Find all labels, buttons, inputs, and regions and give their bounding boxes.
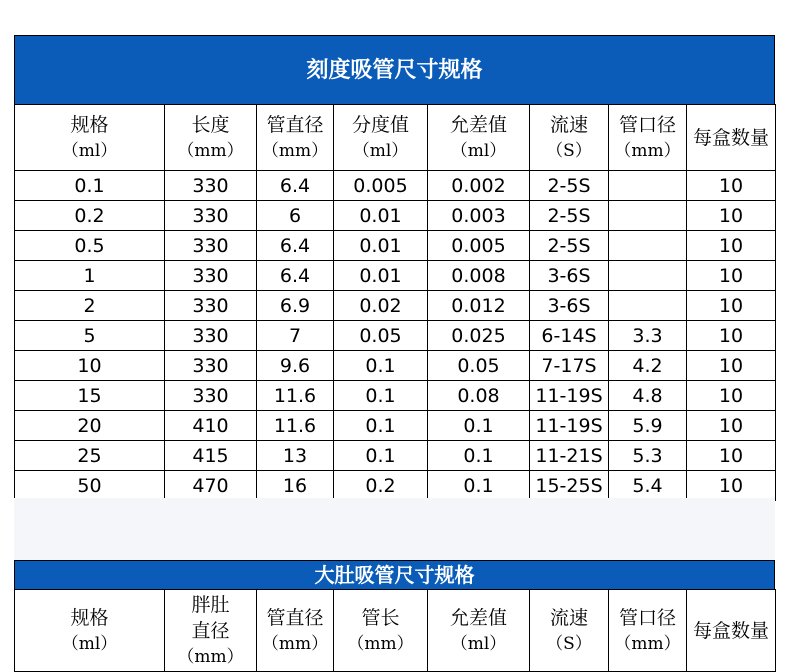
table-cell: 6.4 [257,171,334,201]
header-row [15,105,776,171]
table-cell: 0.012 [428,291,530,321]
table-cell: 50 [15,471,165,501]
header-cell: 管口径 （mm） [609,105,687,171]
table-cell: 0.008 [428,261,530,291]
table-cell: 330 [165,381,257,411]
table-cell: 0.5 [15,231,165,261]
table-row [15,261,776,291]
table-cell: 10 [687,291,776,321]
table-cell: 0.025 [428,321,530,351]
header-cell: 允差值 （ml） [428,105,530,171]
header-cell: 胖肚 直径 （mm） [165,590,257,672]
header-cell: 规格 （ml） [15,105,165,171]
table-cell: 330 [165,351,257,381]
table-cell: 0.003 [428,201,530,231]
table-cell: 470 [165,471,257,501]
table-cell: 330 [165,321,257,351]
table-cell: 0.2 [334,471,428,501]
table-cell: 0.1 [428,471,530,501]
table-row [15,291,776,321]
table-cell: 6.9 [257,291,334,321]
table-cell: 10 [687,231,776,261]
table-cell: 3.3 [609,321,687,351]
table-cell [609,201,687,231]
header-cell: 长度 （mm） [165,105,257,171]
table-cell: 2-5S [530,231,609,261]
header-cell: 流速 （S） [530,590,609,672]
table-cell: 0.01 [334,201,428,231]
table-cell: 0.08 [428,381,530,411]
table-cell: 0.1 [428,441,530,471]
table-cell: 6-14S [530,321,609,351]
header-row [15,590,776,672]
table-cell: 1 [15,261,165,291]
table-cell: 0.005 [428,231,530,261]
table-cell: 15-25S [530,471,609,501]
table-cell: 10 [687,381,776,411]
table-cell [609,171,687,201]
table-cell: 25 [15,441,165,471]
table-row [15,351,776,381]
section-gap [14,498,775,560]
table-cell: 410 [165,411,257,441]
table-row [15,171,776,201]
table-cell: 0.005 [334,171,428,201]
table-cell: 10 [687,351,776,381]
table-row [15,231,776,261]
table-cell: 11-19S [530,381,609,411]
table-cell: 7-17S [530,351,609,381]
table-cell: 4.8 [609,381,687,411]
table-row [15,201,776,231]
table-cell: 13 [257,441,334,471]
table-row [15,411,776,441]
table-cell: 11-19S [530,411,609,441]
table-cell: 0.01 [334,231,428,261]
table-cell: 10 [687,321,776,351]
table-cell: 16 [257,471,334,501]
table-cell: 5 [15,321,165,351]
table-cell: 10 [15,351,165,381]
table-title: 刻度吸管尺寸规格 [14,35,775,104]
table-cell: 6 [257,201,334,231]
table-row [15,321,776,351]
table-cell: 6.4 [257,261,334,291]
table-cell: 2 [15,291,165,321]
table-cell: 415 [165,441,257,471]
table-cell: 15 [15,381,165,411]
table-row [15,381,776,411]
table-cell [609,231,687,261]
table-cell: 330 [165,261,257,291]
table-cell: 9.6 [257,351,334,381]
header-cell: 管口径 （mm） [609,590,687,672]
table-cell: 10 [687,261,776,291]
table-row [15,441,776,471]
table-cell: 5.4 [609,471,687,501]
table-cell: 0.1 [15,171,165,201]
graduated-pipette-spec-table [14,35,775,501]
header-cell: 规格 （ml） [15,590,165,672]
table-cell: 0.1 [334,441,428,471]
header-cell: 流速 （S） [530,105,609,171]
table-cell: 330 [165,171,257,201]
header-cell: 管直径 （mm） [257,590,334,672]
table-cell: 330 [165,231,257,261]
table-cell: 0.02 [334,291,428,321]
table-cell: 0.05 [334,321,428,351]
table-cell: 0.002 [428,171,530,201]
table-cell: 11.6 [257,381,334,411]
table-cell: 11.6 [257,411,334,441]
header-cell: 每盒数量 [687,105,776,171]
table-cell: 5.3 [609,441,687,471]
table-cell [609,261,687,291]
table-cell: 10 [687,171,776,201]
table-cell: 7 [257,321,334,351]
header-cell: 分度值 （ml） [334,105,428,171]
table-cell: 10 [687,411,776,441]
table-cell: 10 [687,201,776,231]
header-cell: 管长 （mm） [334,590,428,672]
table-cell: 20 [15,411,165,441]
table-cell: 3-6S [530,261,609,291]
table-cell: 2-5S [530,171,609,201]
table-cell: 10 [687,471,776,501]
table-cell: 0.01 [334,261,428,291]
table-row [15,471,776,501]
table-cell: 10 [687,441,776,471]
table-cell: 11-21S [530,441,609,471]
table-cell: 0.2 [15,201,165,231]
table-cell: 2-5S [530,201,609,231]
table-cell: 4.2 [609,351,687,381]
table-cell: 330 [165,201,257,231]
table-cell: 6.4 [257,231,334,261]
table-cell: 330 [165,291,257,321]
table-cell [609,291,687,321]
table-title: 大肚吸管尺寸规格 [14,560,775,589]
table-cell: 5.9 [609,411,687,441]
header-cell: 每盒数量 [687,590,776,672]
header-cell: 允差值 （ml） [428,590,530,672]
table-cell: 0.1 [334,411,428,441]
table-cell: 0.1 [334,381,428,411]
header-cell: 管直径 （mm） [257,105,334,171]
table-cell: 0.1 [334,351,428,381]
bulb-pipette-spec-table [14,560,775,672]
table-cell: 3-6S [530,291,609,321]
table-cell: 0.1 [428,411,530,441]
table-cell: 0.05 [428,351,530,381]
